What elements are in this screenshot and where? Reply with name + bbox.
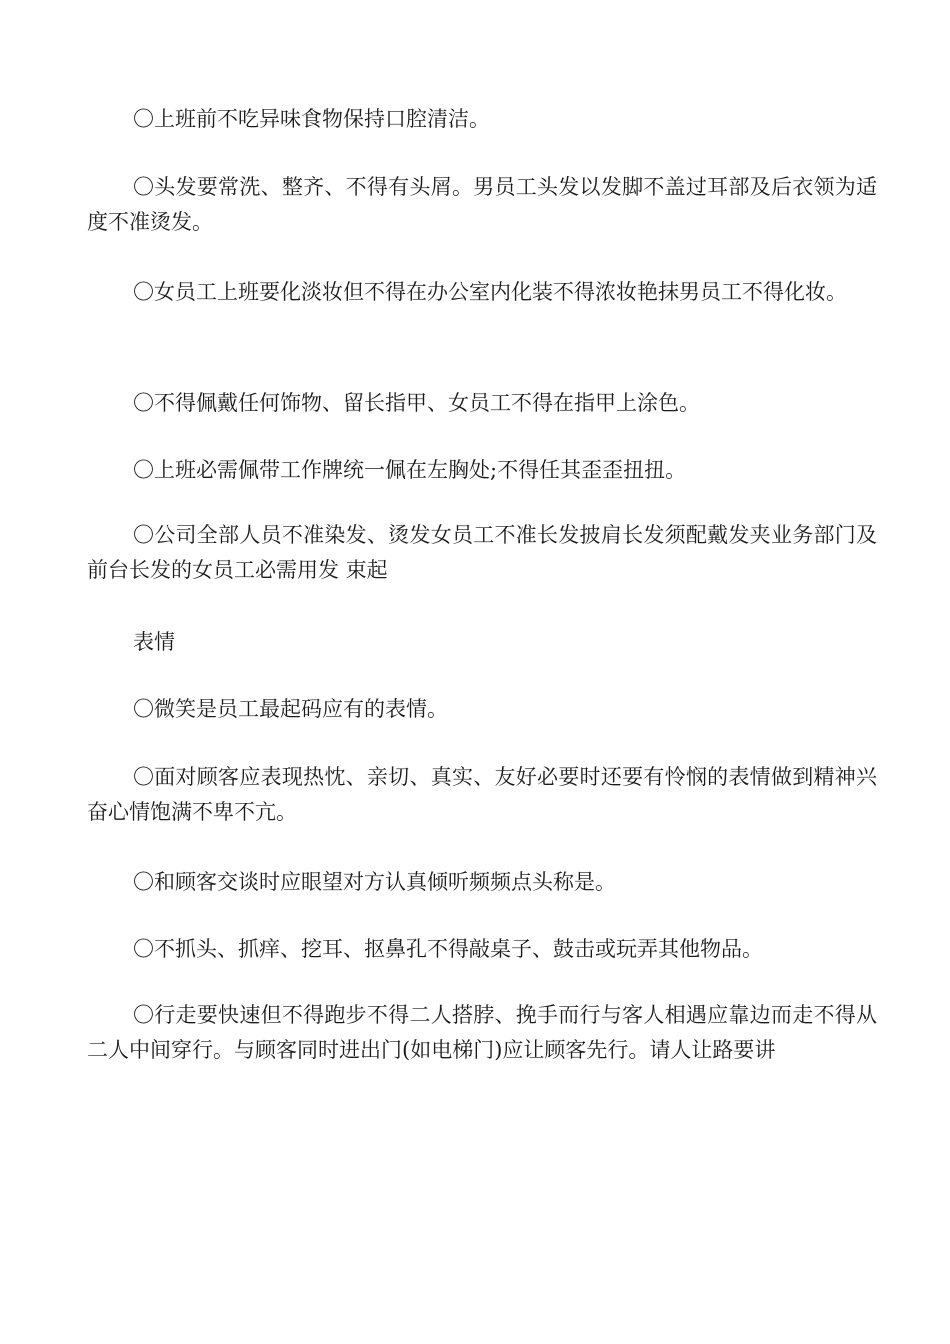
paragraph-conversation: 〇和顾客交谈时应眼望对方认真倾听频频点头称是。 (133, 870, 616, 894)
paragraph-smile: 〇微笑是员工最起码应有的表情。 (133, 697, 448, 721)
paragraph-makeup: 〇女员工上班要化淡妆但不得在办公室内化装不得浓妆艳抹男员工不得化妆。 (133, 280, 847, 304)
paragraph-accessories: 〇不得佩戴任何饰物、留长指甲、女员工不得在指甲上涂色。 (133, 391, 700, 415)
paragraph-hair-dye: 〇公司全部人员不准染发、烫发女员工不准长发披肩长发须配戴发夹业务部门及前台长发的女员工必需用发 束起 (87, 523, 877, 582)
paragraph-walking: 〇行走要快速但不得跑步不得二人搭脖、挽手而行与客人相遇应靠边而走不得从二人中间穿行。与顾客同时进出门(如电梯门)应让顾客先行。请人让路要讲 (87, 1003, 877, 1062)
paragraph-oral-hygiene: 〇上班前不吃异味食物保持口腔清洁。 (133, 107, 490, 131)
paragraph-hair-care: 〇头发要常洗、整齐、不得有头屑。男员工头发以发脚不盖过耳部及后衣领为适度不准烫发。 (87, 175, 877, 234)
section-heading-expression: 表情 (133, 630, 175, 654)
paragraph-customer-attitude: 〇面对顾客应表现热忱、亲切、真实、友好必要时还要有怜悯的表情做到精神兴奋心情饱满不卑不亢。 (87, 765, 877, 824)
paragraph-habits: 〇不抓头、抓痒、挖耳、抠鼻孔不得敲桌子、鼓击或玩弄其他物品。 (133, 937, 763, 961)
paragraph-name-badge: 〇上班必需佩带工作牌统一佩在左胸处;不得任其歪歪扭扭。 (133, 458, 687, 482)
